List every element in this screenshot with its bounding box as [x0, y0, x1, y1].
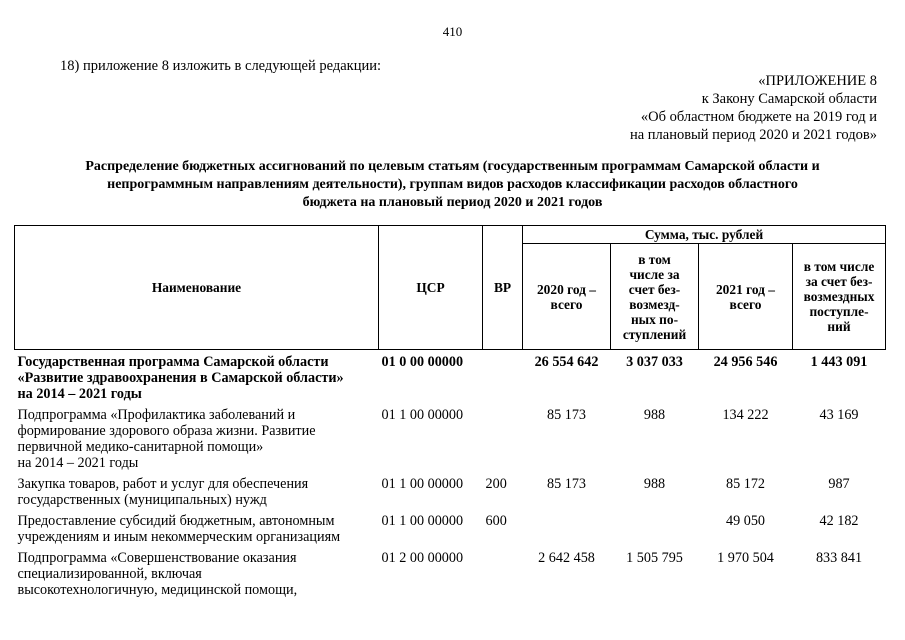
cell-2020-total: 26 554 642 [534, 354, 599, 370]
title-line: Распределение бюджетных ассигнований по целевым статьям (государственным программам Самарской области и [85, 159, 820, 174]
cell-name [15, 350, 379, 406]
table-row [15, 474, 886, 511]
header-line: за счет без- [805, 274, 873, 289]
cell-2020-gratuitous [611, 511, 699, 548]
cell-csr: 01 0 00 00000 [381, 354, 464, 370]
header-line: ний [827, 319, 851, 334]
cell-name-line: на 2014 – 2021 годы [17, 455, 139, 471]
header-line: 2020 год – [536, 281, 596, 297]
header-line: ных по- [630, 311, 679, 327]
cell-2021-total: 134 222 [722, 407, 769, 423]
cell-name [15, 405, 379, 474]
cell-name-line: «Развитие здравоохранения в Самарской области» [17, 370, 344, 386]
appendix-heading [630, 72, 877, 144]
cell-name-line: Подпрограмма «Профилактика заболеваний и [17, 407, 296, 423]
cell-2021-gratuitous: 1 443 091 [810, 354, 868, 370]
header-line: возмездных [803, 289, 875, 304]
cell-2020-total [523, 511, 611, 548]
cell-name-line: первичной медико-санитарной помощи» [17, 439, 264, 455]
budget-table [14, 225, 886, 601]
header-line: числе за [629, 266, 680, 282]
cell-2021-gratuitous: 42 182 [819, 513, 859, 529]
cell-name-line: высокотехнологичную, медицинской помощи, [17, 582, 298, 598]
cell-name-line: Закупка товаров, работ и услуг для обеспечения [17, 476, 309, 492]
page-number: 410 [442, 24, 463, 39]
table-row [15, 405, 886, 474]
cell-2020-gratuitous: 1 505 795 [626, 550, 683, 566]
cell-name-line: учреждениям и иным некоммерческим организациям [17, 529, 341, 545]
cell-2021-gratuitous: 43 169 [819, 407, 859, 423]
cell-2021-total: 49 050 [725, 513, 765, 529]
cell-2020-total: 85 173 [546, 476, 586, 492]
header-vr: ВР [483, 226, 523, 350]
cell-2020-total: 2 642 458 [538, 550, 595, 566]
cell-vr: 200 [485, 476, 507, 492]
header-line: в том [638, 251, 671, 267]
header-sum-group: Сумма, тыс. рублей [523, 226, 886, 244]
header-csr: ЦСР [379, 226, 483, 350]
cell-name [15, 474, 379, 511]
cell-2021-gratuitous: 987 [828, 476, 850, 492]
cell-csr: 01 2 00 00000 [381, 550, 464, 566]
table-row [15, 548, 886, 601]
cell-name-line: государственных (муниципальных) нужд [17, 492, 267, 508]
document-title [30, 158, 875, 212]
header-line: всего [550, 296, 583, 312]
cell-2021-total: 85 172 [725, 476, 765, 492]
cell-name [15, 548, 379, 601]
intro-text: 18) приложение 8 изложить в следующей редакции: [60, 58, 382, 74]
cell-name-line: Подпрограмма «Совершенствование оказания [17, 550, 297, 566]
cell-name-line: специализированной, включая [17, 566, 202, 582]
cell-2020-gratuitous: 3 037 033 [626, 354, 683, 370]
cell-2021-total: 24 956 546 [713, 354, 778, 370]
header-2020-total [523, 244, 611, 350]
title-line: бюджета на плановый период 2020 и 2021 годов [302, 195, 603, 210]
appendix-line: к Закону Самарской области [701, 91, 877, 107]
cell-vr: 600 [485, 513, 507, 529]
table-row [15, 350, 886, 406]
header-line: счет без- [628, 281, 681, 297]
table-row [15, 511, 886, 548]
title-line: непрограммным направлениям деятельности), группам видов расходов классификации расходов областного [107, 177, 798, 192]
header-2021-total [699, 244, 793, 350]
appendix-line: на плановый период 2020 и 2021 годов» [629, 127, 877, 143]
cell-csr: 01 1 00 00000 [381, 476, 464, 492]
cell-name-line: на 2014 – 2021 годы [17, 386, 142, 402]
cell-name-line: формирование здорового образа жизни. Развитие [17, 423, 316, 439]
header-line: 2021 год – [715, 281, 775, 297]
cell-2021-total: 1 970 504 [717, 550, 774, 566]
cell-csr: 01 1 00 00000 [381, 407, 464, 423]
cell-2020-gratuitous: 988 [643, 407, 666, 423]
cell-name [15, 511, 379, 548]
cell-2020-total: 85 173 [546, 407, 586, 423]
cell-2020-gratuitous: 988 [643, 476, 666, 492]
header-line: всего [729, 296, 762, 312]
header-line: поступле- [809, 304, 869, 319]
cell-2021-gratuitous: 833 841 [815, 550, 863, 566]
cell-vr [483, 405, 523, 474]
header-2020-gratuitous [611, 244, 699, 350]
cell-csr: 01 1 00 00000 [381, 513, 464, 529]
header-2021-gratuitous [793, 244, 886, 350]
cell-vr [483, 350, 523, 406]
appendix-line: «Об областном бюджете на 2019 год и [640, 109, 877, 125]
cell-name-line: Государственная программа Самарской области [17, 354, 329, 370]
cell-vr [483, 548, 523, 601]
appendix-line: «ПРИЛОЖЕНИЕ 8 [758, 73, 877, 89]
header-line: в том числе [803, 259, 875, 274]
cell-name-line: Предоставление субсидий бюджетным, автономным [17, 513, 335, 529]
header-name: Наименование [15, 226, 379, 350]
header-line: возмезд- [629, 296, 680, 312]
header-line: ступлений [622, 326, 687, 342]
